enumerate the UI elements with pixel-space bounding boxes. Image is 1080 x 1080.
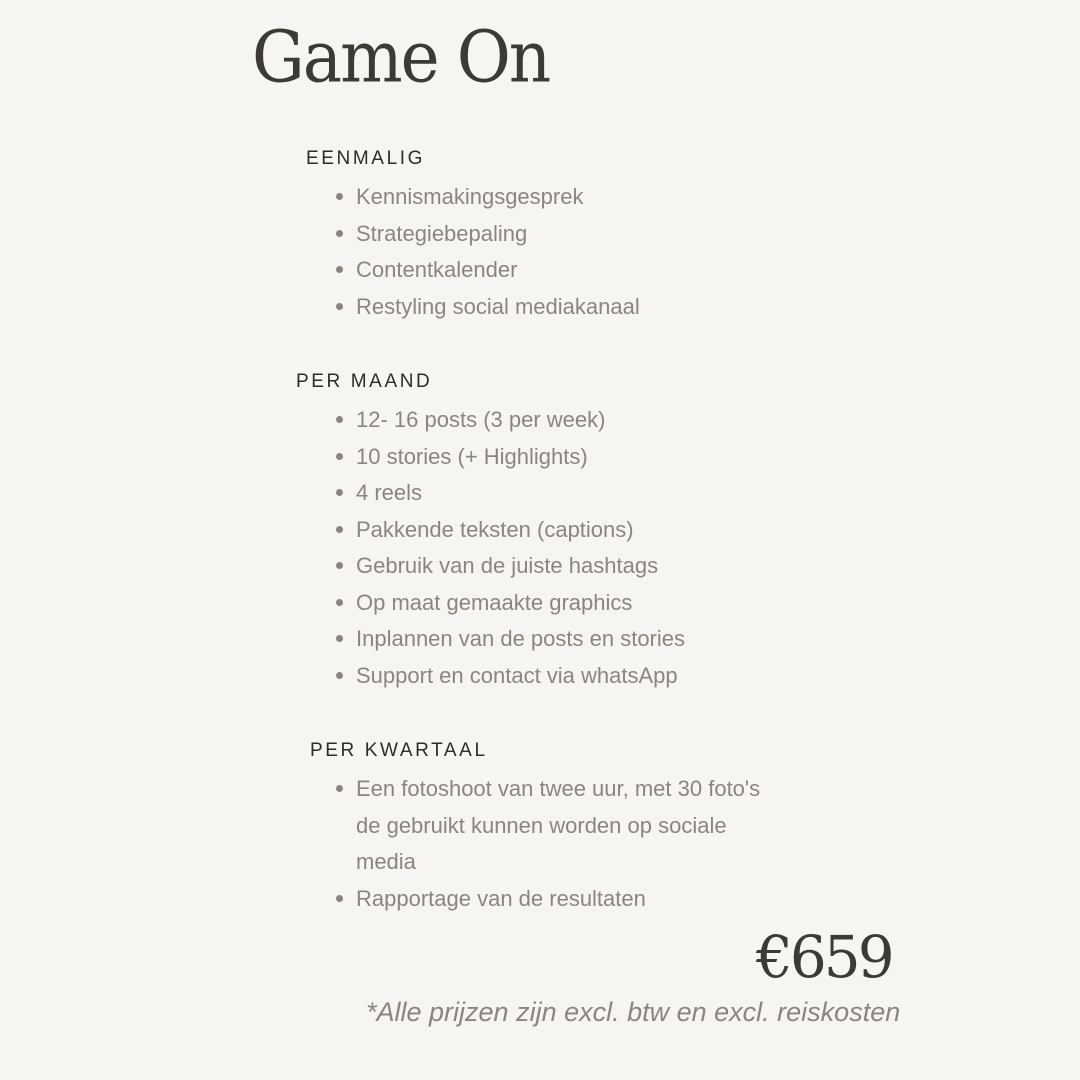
- bullet-icon: [336, 785, 343, 792]
- list-item: Contentkalender: [336, 252, 776, 289]
- list-item: Kennismakingsgesprek: [336, 179, 776, 216]
- list-item: Inplannen van de posts en stories: [336, 621, 776, 658]
- list-item: 4 reels: [336, 475, 776, 512]
- list-item: Pakkende teksten (captions): [336, 512, 776, 549]
- bullet-icon: [336, 599, 343, 606]
- bullet-icon: [336, 266, 343, 273]
- bullet-icon: [336, 193, 343, 200]
- list-item: Strategiebepaling: [336, 216, 776, 253]
- bullet-icon: [336, 635, 343, 642]
- list-item: Restyling social mediakanaal: [336, 289, 776, 326]
- list-item: Support en contact via whatsApp: [336, 658, 776, 695]
- bullet-icon: [336, 526, 343, 533]
- disclaimer: *Alle prijzen zijn excl. btw en excl. reiskosten: [366, 997, 901, 1027]
- section-heading-eenmalig: EENMALIG: [306, 148, 425, 169]
- bullet-icon: [336, 672, 343, 679]
- price: €659: [756, 923, 892, 991]
- bullet-icon: [336, 303, 343, 310]
- bullet-icon: [336, 489, 343, 496]
- list-per-kwartaal: [336, 771, 776, 917]
- bullet-icon: [336, 416, 343, 423]
- list-item: Een fotoshoot van twee uur, met 30 foto's de gebruikt kunnen worden op sociale media: [336, 771, 776, 881]
- bullet-icon: [336, 230, 343, 237]
- list-item: Gebruik van de juiste hashtags: [336, 548, 776, 585]
- list-item: 10 stories (+ Highlights): [336, 439, 776, 476]
- section-heading-per-kwartaal: PER KWARTAAL: [310, 740, 488, 761]
- list-item: Op maat gemaakte graphics: [336, 585, 776, 622]
- list-item: Rapportage van de resultaten: [336, 881, 776, 918]
- page-title: Game On: [252, 15, 550, 99]
- bullet-icon: [336, 562, 343, 569]
- list-item: 12- 16 posts (3 per week): [336, 402, 776, 439]
- bullet-icon: [336, 895, 343, 902]
- list-eenmalig: [336, 179, 776, 325]
- section-heading-per-maand: PER MAAND: [296, 371, 433, 392]
- list-per-maand: [336, 402, 776, 694]
- bullet-icon: [336, 453, 343, 460]
